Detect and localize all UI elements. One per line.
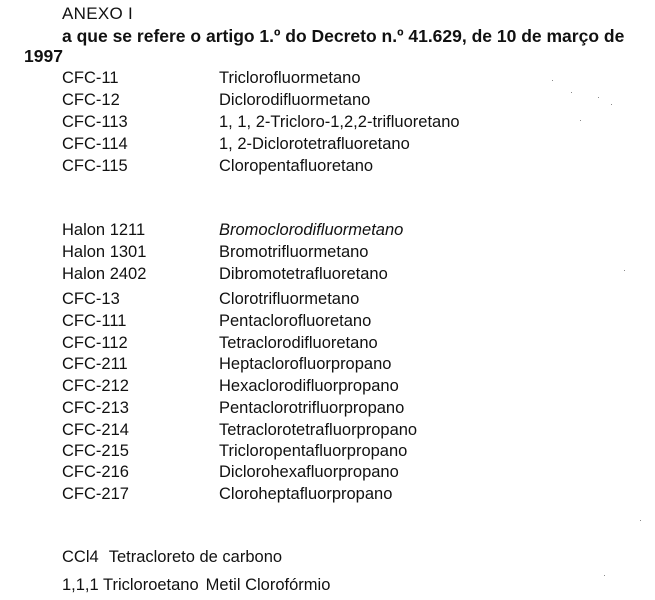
substance-code: CFC-112 <box>62 334 128 352</box>
substance-row <box>62 462 399 483</box>
substance-name: Tricloropentafluorpropano <box>219 442 408 460</box>
substance-row <box>62 354 391 375</box>
substance-name: 1, 1, 2-Tricloro-1,2,2-trifluoretano <box>219 113 460 131</box>
substance-code: CFC-214 <box>62 421 129 439</box>
substance-name: Bromotrifluormetano <box>219 243 369 261</box>
substance-row <box>62 90 370 111</box>
scan-speck <box>552 80 553 81</box>
substance-name: Diclorohexafluorpropano <box>219 463 399 481</box>
substance-row <box>62 376 399 397</box>
substance-code: CFC-111 <box>62 312 127 330</box>
substance-code: CFC-12 <box>62 91 120 109</box>
substance-name: Heptaclorofluorpropano <box>219 355 392 373</box>
scan-speck <box>624 270 625 271</box>
substance-code: Halon 1211 <box>62 221 146 239</box>
substance-name: Cloroheptafluorpropano <box>219 485 393 503</box>
substance-row <box>62 112 460 133</box>
substance-code: CFC-217 <box>62 485 129 503</box>
substance-row <box>62 441 407 462</box>
substance-name: Cloropentafluoretano <box>219 157 374 175</box>
annex-title: ANEXO I <box>62 4 134 23</box>
substance-row <box>62 220 403 241</box>
substance-row <box>62 264 388 285</box>
substance-row <box>62 311 371 332</box>
substance-row <box>62 484 392 505</box>
substance-name: Tetracloreto de carbono <box>108 548 283 566</box>
substance-row <box>62 156 373 177</box>
substance-code: 1,1,1 Tricloroetano <box>62 576 199 594</box>
substance-row <box>62 68 361 89</box>
substance-row <box>62 333 378 354</box>
substance-row <box>62 134 410 155</box>
substance-name: Triclorofluormetano <box>219 69 361 87</box>
substance-name: Diclorodifluormetano <box>219 91 371 109</box>
substance-code: Halon 1301 <box>62 243 147 261</box>
substance-row <box>62 547 282 568</box>
substance-row <box>62 398 404 419</box>
substance-code: CFC-13 <box>62 290 120 308</box>
substance-code: CFC-11 <box>62 69 119 87</box>
substance-name: Hexaclorodifluorpropano <box>219 377 399 395</box>
substance-row <box>62 575 330 596</box>
substance-row <box>62 420 417 441</box>
scan-speck <box>604 575 605 576</box>
substance-code: Halon 2402 <box>62 265 147 283</box>
substance-code: CFC-216 <box>62 463 129 481</box>
scan-speck <box>611 104 612 105</box>
substance-row <box>62 242 368 263</box>
scan-speck <box>580 120 581 121</box>
substance-code: CCl4 <box>62 548 99 566</box>
substance-code: CFC-215 <box>62 442 129 460</box>
scan-speck <box>598 97 599 98</box>
substance-code: CFC-212 <box>62 377 129 395</box>
substance-name: Pentaclorotrifluorpropano <box>219 399 405 417</box>
substance-name: Dibromotetrafluoretano <box>219 265 388 283</box>
substance-row <box>62 289 359 310</box>
substance-name: Bromoclorodifluormetano <box>219 221 404 239</box>
substance-name: Metil Clorofórmio <box>205 576 331 594</box>
substance-code: CFC-213 <box>62 399 129 417</box>
substance-name: Tetraclorodifluoretano <box>219 334 378 352</box>
substance-name: Tetraclorotetrafluorpropano <box>219 421 418 439</box>
substance-code: CFC-113 <box>62 113 128 131</box>
scan-speck <box>640 520 641 521</box>
substance-name: Clorotrifluormetano <box>219 290 360 308</box>
substance-name: 1, 2-Diclorotetrafluoretano <box>219 135 410 153</box>
substance-name: Pentaclorofluoretano <box>219 312 372 330</box>
annex-heading: a que se refere o artigo 1.º do Decreto n.º 41.629, de 10 de março de 1997 <box>24 26 625 66</box>
substance-code: CFC-115 <box>62 157 128 175</box>
substance-code: CFC-114 <box>62 135 128 153</box>
substance-code: CFC-211 <box>62 355 128 373</box>
scan-speck <box>571 92 572 93</box>
